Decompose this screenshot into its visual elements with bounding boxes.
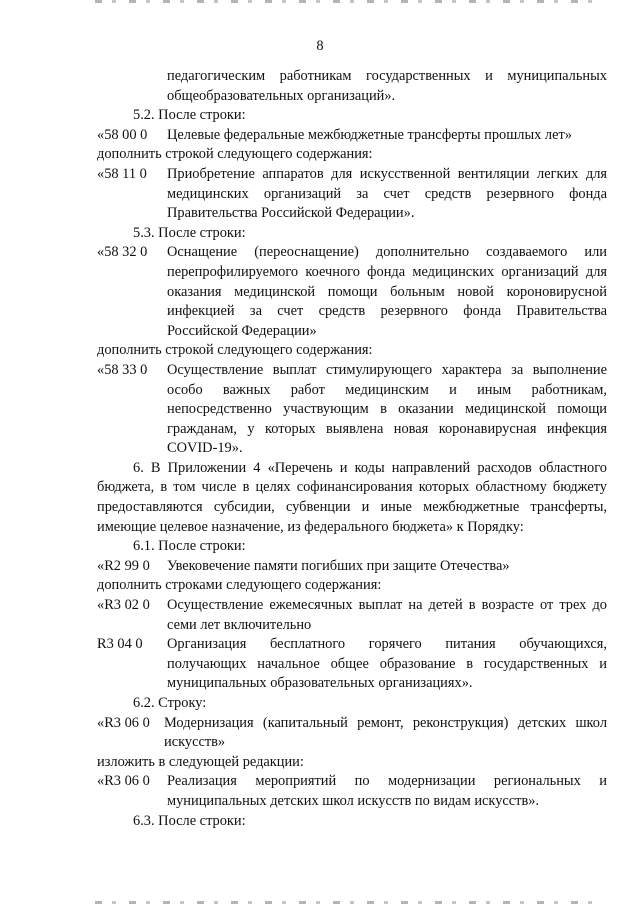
document-body xyxy=(97,67,607,831)
code-row-R3-06-0-old xyxy=(97,714,607,753)
budget-code-description: Увековечение памяти погибших при защите Отечества» xyxy=(167,557,510,574)
budget-code-description: Осуществление выплат стимулирующего характера за выполнение особо важных работ медицинским и иным работникам, непосредственно участвующим в оказании медицинской помощи гражданам, у которых выявлена новая коронавирусная инфекция COVID-19». xyxy=(167,361,607,457)
budget-code-description: Приобретение аппаратов для искусственной вентиляции легких для медицинских организаций за счет средств резервного фонда Правительства Российской Федерации». xyxy=(167,165,607,222)
code-row-58-32-0 xyxy=(97,243,607,341)
add-lines-instruction: дополнить строками следующего содержания: xyxy=(97,577,382,594)
budget-code: «R3 06 0 xyxy=(97,773,150,790)
budget-code-description: Реализация мероприятий по модернизации региональных и муниципальных детских школ искусств по видам искусств». xyxy=(167,773,607,809)
item-6-3: 6.3. После строки: xyxy=(133,812,246,829)
code-row-R3-06-0-new xyxy=(97,772,607,811)
code-row-58-11-0 xyxy=(97,165,607,224)
code-row-R3-02-0 xyxy=(97,596,607,635)
budget-code: R3 04 0 xyxy=(97,636,143,653)
budget-code: «R3 06 0 xyxy=(97,714,150,731)
scan-artifact-top xyxy=(95,0,605,3)
item-6-1: 6.1. После строки: xyxy=(133,538,246,555)
budget-code: «R3 02 0 xyxy=(97,597,150,614)
item-5-2: 5.2. После строки: xyxy=(133,107,246,124)
budget-code: «58 00 0 xyxy=(97,126,148,143)
code-row-58-00-0 xyxy=(97,126,607,146)
code-row-58-33-0 xyxy=(97,361,607,459)
add-line-instruction: дополнить строкой следующего содержания: xyxy=(97,342,373,359)
continued-paragraph: педагогическим работникам государственных и муниципальных общеобразовательных организаций». xyxy=(167,68,607,104)
page-number: 8 xyxy=(316,38,324,54)
budget-code: «58 33 0 xyxy=(97,361,148,378)
code-row-R3-04-0 xyxy=(97,635,607,694)
budget-code-description: Оснащение (переоснащение) дополнительно создаваемого или перепрофилируемого коечного фонда медицинских организаций для оказания медицинской помощи больным новой короновирусной инфекцией за счет средств резервного фонда Правительства Российской Федерации» xyxy=(167,244,607,339)
budget-code-description: Осуществление ежемесячных выплат на детей в возрасте от трех до семи лет включительно xyxy=(167,597,607,633)
edit-instruction: изложить в следующей редакции: xyxy=(97,753,304,770)
scan-artifact-bottom xyxy=(95,901,605,904)
item-5-3: 5.3. После строки: xyxy=(133,224,246,241)
budget-code-description: Модернизация (капитальный ремонт, реконструкция) детских школ искусств» xyxy=(164,714,607,751)
budget-code: «58 11 0 xyxy=(97,165,147,182)
item-6-2: 6.2. Строку: xyxy=(133,695,207,711)
budget-code: «58 32 0 xyxy=(97,244,148,261)
code-row-R2-99-0 xyxy=(97,557,607,577)
budget-code-description: Организация бесплатного горячего питания обучающихся, получающих начальное общее образование в государственных и муниципальных образовательных организациях». xyxy=(167,636,607,692)
budget-code: «R2 99 0 xyxy=(97,557,150,574)
add-line-instruction: дополнить строкой следующего содержания: xyxy=(97,146,373,163)
item-6: 6. В Приложении 4 «Перечень и коды направлений расходов областного бюджета, в том числе в целях софинансирования которых областному бюджету предоставляются субсидии, субвенции и иные межбюджетные трансферты, имеющие целевое назначение, из федерального бюджета» к Порядку: xyxy=(97,459,607,535)
budget-code-description: Целевые федеральные межбюджетные трансферты прошлых лет» xyxy=(167,126,572,143)
